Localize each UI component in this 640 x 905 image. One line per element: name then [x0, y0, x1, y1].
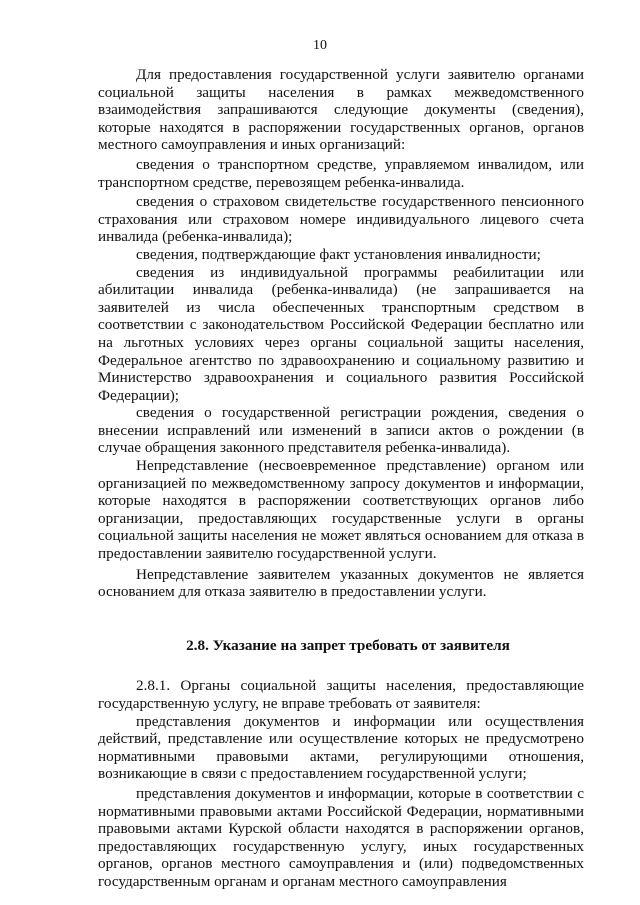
paragraph-intro: Для предоставления государственной услуги заявителю органами социальной защиты населения в рамках межведомственного взаимодействия запрашиваются следующие документы (сведения), которые находятся в распоряжении государственных органов, органов местного самоуправления и иных организаций:: [98, 66, 584, 154]
paragraph-birth-registration: сведения о государственной регистрации рождения, сведения о внесении исправлений или изменений в записи актов о рождении (в случае обращения законного представителя ребенка-инвалида).: [98, 404, 584, 457]
paragraph-vehicle-info: сведения о транспортном средстве, управляемом инвалидом, или транспортном средстве, перевозящем ребенка-инвалида.: [98, 155, 584, 191]
paragraph-disability-fact: сведения, подтверждающие факт установления инвалидности;: [136, 245, 541, 263]
paragraph-rehabilitation-program: сведения из индивидуальной программы реабилитации или абилитации инвалида (ребенка-инвалида) (не запрашивается на заявителей из числа обеспеченных транспортным средством в соответствии с законодательством Российской Федерации бесплатно или на льготных условиях через органы социальной защиты населения, Федеральное агентство по здравоохранению и социальному развитию и Министерство здравоохранения и социального развития Российской Федерации);: [98, 263, 584, 404]
paragraph-insurance-info: сведения о страховом свидетельстве государственного пенсионного страхования или страховом номере индивидуального лицевого счета инвалида (ребенка-инвалида);: [98, 193, 584, 246]
paragraph-prohibition-actions: представления документов и информации или осуществления действий, представление или осуществление которых не предусмотрено нормативными правовыми актами, регулирующими отношения, возникающие в связи с предоставлением государственной услуги;: [98, 712, 584, 783]
section-heading: 2.8. Указание на запрет требовать от заявителя: [186, 636, 510, 654]
document-body: [98, 66, 584, 891]
paragraph-non-submission-applicant: Непредставление заявителем указанных документов не является основанием для отказа заявителю в предоставлении услуги.: [98, 565, 584, 601]
paragraph-non-submission-agency: Непредставление (несвоевременное представление) органом или организацией по межведомственному запросу документов и информации, которые находятся в распоряжении соответствующих органов либо организации, предоставляющих государственные услуги в органы социальной защиты населения не может являться основанием для отказа в предоставлении заявителю государственной услуги.: [98, 457, 584, 563]
page-number: 10: [313, 38, 327, 53]
paragraph-2-8-1: 2.8.1. Органы социальной защиты населения, предоставляющие государственную услугу, не вправе требовать от заявителя:: [98, 677, 584, 712]
paragraph-prohibition-documents: представления документов и информации, которые в соответствии с нормативными правовыми актами Российской Федерации, нормативными правовыми актами Курской области находятся в распоряжении органов, предоставляющих государственную услугу, иных государственных органов, органов местного самоуправления и (или) подведомственных государственным органам и органам местного самоуправления: [98, 784, 584, 890]
